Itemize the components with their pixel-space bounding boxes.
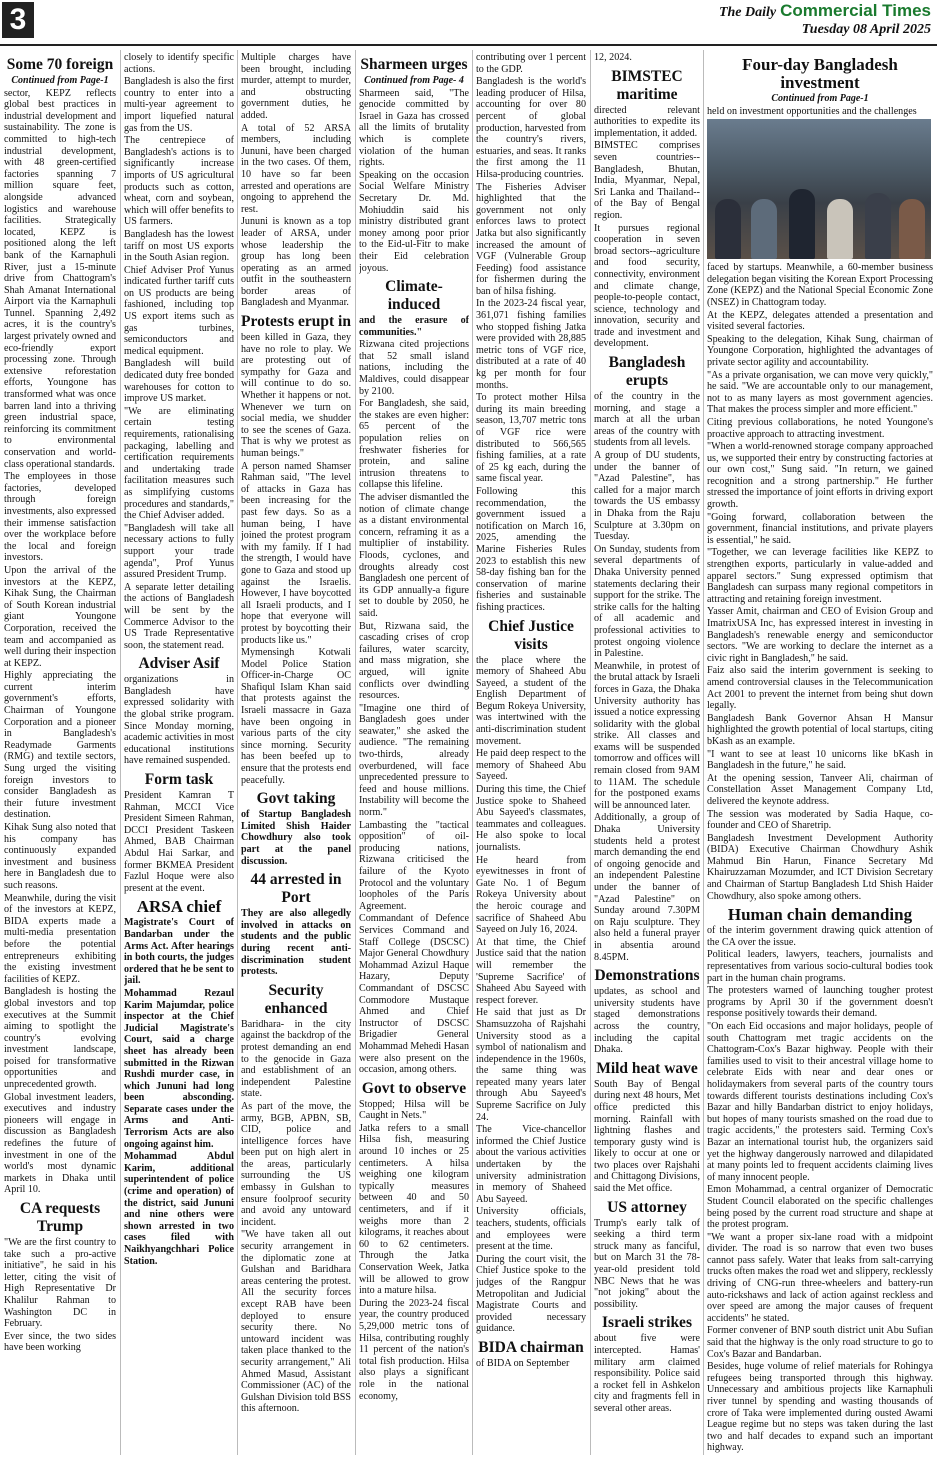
headline-sharmeen-urges: Sharmeen urges <box>360 56 468 73</box>
article-paragraph: Global investment leaders, executives and industry pioneers will engage in discussion as Bangladesh redefines the future of investment in one of the world's most dynamic markets in Dhaka until April 10. <box>4 1091 116 1196</box>
article-paragraph: He heard from eyewitnesses in front of Gate No. 1 of Begum Rokeya University about the heroic courage and sacrifice of Shaheed Abu Sayeed on July 16, 2024. <box>476 854 586 936</box>
article-paragraph: closely to identify specific actions. <box>124 52 234 75</box>
person-figure <box>865 193 891 259</box>
article-paragraph: The session was moderated by Sadia Haque, co-founder and CEO of Sharetrip. <box>707 808 933 832</box>
column-4 <box>359 52 469 1454</box>
article-paragraph: held on investment opportunities and the challenges <box>707 105 917 117</box>
article-paragraph: about five were intercepted. Hamas' military arm claimed responsibility. Police said a rocket fell in Ashkelon city and fragments fell in several other areas. <box>594 1333 700 1414</box>
column-6 <box>594 52 700 1454</box>
article-paragraph: "Together, we can leverage facilities like KEPZ to strengthen exports, particularly in value-added and apparel sectors." Sung expressed optimism that Bangladesh can surpass many regional competitors in attracting and retaining foreign investment. <box>707 547 933 605</box>
article-paragraph: It pursues regional cooperation in seven broad sectors--agriculture and food security, connectivity, environment and climate change, people-to-people contact, science, technology and innovation, security and trade and investment and development. <box>594 222 700 350</box>
article-paragraph: At the KEPZ, delegates attended a presentation and visited several factories. <box>707 309 933 333</box>
article-paragraph: At the opening session, Tanveer Ali, chairman of Constellation Asset Management Company Ltd, delivered the keynote address. <box>707 772 933 807</box>
person-figure <box>789 189 815 259</box>
article-paragraph: President Kamran T Rahman, MCCI Vice President Simeen Rahman, DCCI President Taskeen Ahmed, BAB Chairman Abdul Hai Sarkar, and former BKMEA President Fazlul Hoque were also present at the event. <box>124 790 234 894</box>
article-paragraph: Bangladesh is also the first country to enter into a multi-year agreement to import liquefied natural gas from the US. <box>124 76 234 134</box>
article-paragraph: of the interim government drawing quick attention of the CA over the issue. <box>707 925 933 948</box>
article-paragraph: of BIDA on September <box>476 1357 570 1369</box>
column-3 <box>241 52 351 1454</box>
article-paragraph: Bangladesh is the world's leading producer of Hilsa, accounting for over 80 percent of global production, harvested from the country's rivers, estuaries, and seas. It ranks the first among the 11 Hilsa-producing countries. <box>476 76 586 180</box>
article-paragraph: faced by startups. Meanwhile, a 60-member business delegation began visiting the Korean Export Processing Zone (KEPZ) and the National Special Economic Zone (NSEZ) in Chattogram today. <box>707 262 933 308</box>
headline-arsa-chief: ARSA chief <box>136 897 222 917</box>
column-rule <box>472 50 473 1455</box>
article-paragraph: Multiple charges have been brought, including murder, attempt to murder, and obstructing government duties, he added. <box>241 52 351 121</box>
article-paragraph: Speaking on the occasion Social Welfare Ministry Secretary Dr. Md. Mohiuddin said his ministry distributed grant money among poor prior to the Eid-ul-Fitr to make their Eid celebration joyous. <box>359 169 469 274</box>
article-paragraph: A person named Shamser Rahman said, "The level of attacks in Gaza has been increasing for the past few days. So as a human being, I have joined the protest program with my family. If I had the strength, I would have gone to Gaza and stood up against the Israelis. However, I have boycotted all Israeli products, and I hope that everyone will protest by boycotting their products like us." <box>241 460 351 646</box>
article-paragraph: Besides, huge volume of relief materials for Rohingya refugees being transported through this highway. Unnecessary and ambitious projects like Karnaphuli river tunnel by spending and wasting thousands of crore of Taka were implemented during ousted Awami League regime but no steps was taken during the last two and half decades to expand such an important highway. <box>707 1361 933 1454</box>
article-paragraph: Meanwhile, during the visit of the investors at KEPZ, BIDA experts made a multi-media presentation before the potential entrepreneurs exhibiting the existing investment facilities of KEPZ. <box>4 892 116 985</box>
article-paragraph: directed relevant authorities to expedite its implementation, it added. <box>594 104 700 139</box>
article-paragraph: Bangladesh Bank Governor Ahsan H Mansur highlighted the growth potential of local startups, citing bKash as an example. <box>707 712 933 747</box>
article-paragraph: University officials, teachers, students, officials and employees were present at the time. <box>476 1206 586 1253</box>
headline-ca-requests-trump: CA requests Trump <box>19 1200 101 1235</box>
article-paragraph: The adviser dismantled the notion of climate change as a distant environmental concern, reframing it as a multiplier of instability. Floods, cyclones, and droughts already cost Bangladesh one percent of its GDP annually-a figure set to double by 2050, he said. <box>359 492 469 619</box>
article-paragraph: the place where the memory of Shaheed Abu Sayeed, a student of the English Department of Begum Rokeya University, was intertwined with the anti-discrimination student movement. <box>476 654 586 747</box>
article-paragraph: Yasser Amit, chairman and CEO of Evision Group and ImatrixUSA Inc, has expressed interest in investing in Bangladesh's renewable energy and semiconductor sectors. "We are working to declare the internet as a civic right in Bangladesh," he said. <box>707 606 933 664</box>
article-paragraph: The Vice-chancellor informed the Chief Justice about the various activities undertaken by the university administration in memory of Shaheed Abu Sayeed. <box>476 1124 586 1205</box>
article-paragraph: Commandant of Defence Services Command and Staff College (DSCSC) Major General Chowdhury Mohammad Azizul Haque Hazary, Deputy Commandant of DSCSC Commodore Mustaque Ahmed and Chief Instructor of DSCSC Brigadier General Mohammad Mehedi Hasan were also present on the occasion, among others. <box>359 913 469 1076</box>
article-paragraph: "I want to see at least 10 unicorns like bKash in Bangladesh in the future," he said. <box>707 748 933 772</box>
masthead <box>0 0 937 46</box>
article-paragraph: "Bangladesh will take all necessary actions to fully support your trade agenda", Prof Yunus assured President Trump. <box>124 522 234 581</box>
headline-climate-induced: Climate-induced <box>385 278 443 314</box>
article-paragraph: 12, 2024. <box>594 52 632 63</box>
article-paragraph: Former convener of BNP south district unit Abu Sufian said that the highway is the only road structure to go to Cox's Bazar and Bandarban. <box>707 1325 933 1360</box>
article-paragraph: A separate letter detailing the actions of Bangladesh will be sent by the Commerce Advisor to the US Trade Representative soon, the statement read. <box>124 581 234 651</box>
article-paragraph: Jununi is known as a top leader of ARSA, under whose leadership the group has long been operating as an armed outfit in the southeastern border areas of Bangladesh and Myanmar. <box>241 216 351 309</box>
column-rule <box>703 50 704 1455</box>
page-number: 3 <box>2 2 34 38</box>
headline-some-70-foreign: Some 70 foreign <box>6 56 114 73</box>
article-paragraph: Bangladesh has the lowest tariff on most US exports in the South Asian region. <box>124 228 234 264</box>
conference-photo <box>707 119 931 259</box>
article-paragraph: "As a private organisation, we can move very quickly," he said. "We are accountable only to our management, not to as many layers as most government agencies. That makes the process simpler and more efficient." <box>707 369 933 416</box>
newspaper-brand <box>719 1 931 38</box>
article-paragraph: "When a world-renowned storage company approached us, we supported their entry by constructing factories at our own cost," Sung said. "In return, we gained recognition and a strong partnership." He further stressed the importance of joint efforts in driving export growth. <box>707 441 933 511</box>
headline-demonstrations: Demonstrations <box>594 967 700 985</box>
column-rule <box>120 50 121 1455</box>
article-paragraph: Following this recommendation, the government issued a notification on March 16, 2025, amending the Marine Fisheries Rules 2023 to establish this new 58-day fishing ban for the conservation of marine fisheries and sustainable fishing practices. <box>476 485 586 613</box>
column-5 <box>476 52 586 1454</box>
headline-bida-chairman: BIDA chairman <box>478 1338 584 1356</box>
article-paragraph: been killed in Gaza, they have no role to play. We are protesting out of sympathy for Gaza and will continue to do so. Whether it happens or not. Whenever we turn on social media, we shudder to see the scenes of Gaza. That is why we protest as human beings." <box>241 332 351 459</box>
article-paragraph: Jatka refers to a small Hilsa fish, measuring around 10 inches or 25 centimeters. A hilsa weighing one kilogram typically measures between 40 and 50 centimeters, and if it weighs more than 2 kilograms, it reaches about 60 to 62 centimeters. Through the Jatka Conservation Week, Jatka will be allowed to grow into a mature hilsa. <box>359 1122 469 1297</box>
article-paragraph: A group of DU students, under the banner of "Azad Palestine", has called for a major march towards the US embassy in Dhaka from the Raju Sculpture at 3.30pm on Tuesday. <box>594 450 700 543</box>
article-paragraph: organizations in Bangladesh have expressed solidarity with the global strike program. Since Monday morning, academic activities in most educational institutions have remained suspended. <box>124 674 234 767</box>
article-paragraph: For Bangladesh, she said, the stakes are even higher: 65 percent of the population relies on freshwater fisheries for protein, and saline intrusion threatens to collapse this lifeline. <box>359 398 469 491</box>
article-paragraph: Additionally, a group of Dhaka University students held a protest march demanding the end of ongoing genocide and an independent Palestine under the banner of "Azad Palestine" on Sunday around 7.30PM on Raju sculpture. They also held a funeral prayer in absentia around 8.45PM. <box>594 812 700 963</box>
article-paragraph: Kihak Sung also noted that his company has continuously expanded investment and business here in Bangladesh due to such reasons. <box>4 822 116 891</box>
article-paragraph: Baridhara- in the city against the backdrop of the protest demanding an end to the genocide in Gaza and establishment of an independent Palestine state. <box>241 1018 351 1100</box>
article-paragraph: During the court visit, the Chief Justice spoke to the judges of the Rangpur Metropolitan and Judicial Magistrate Courts and provided necessary guidance. <box>476 1253 586 1335</box>
headline-mild-heat-wave: Mild heat wave <box>596 1059 698 1077</box>
article-paragraph: "We are eliminating certain testing requirements, rationalising packaging, labelling and certification requirements and undertaking trade facilitation measures such as simplifying customs procedures and standards," the Chief Adviser added. <box>124 405 234 522</box>
issue-date: Tuesday 08 April 2025 <box>801 22 931 37</box>
article-paragraph: Mymensingh Kotwali Model Police Station Officer-in-Charge OC Shafiqul Islam Khan said that protests against the Israeli massacre in Gaza have been ongoing in various parts of the city since morning. Security has been beefed up to ensure that the protests end peacefully. <box>241 647 351 786</box>
person-figure <box>715 199 741 259</box>
person-figure <box>751 199 777 259</box>
headline-human-chain: Human chain demanding <box>727 905 913 925</box>
article-paragraph: Political leaders, lawyers, teachers, journalists and representatives from various socio-cultural bodies took part in the human chain programs. <box>707 949 933 984</box>
article-paragraph: "On each Eid occasions and major holidays, people of south Chattogram met tragic accidents on the Chattogram-Cox's Bazar highway. People with their families used to visit to their ancestral village home to celebrate Eids with near and dear ones or holidaymakers from several parts of the country tours towards different tourists destinations including Cox's Bazar and hilly Bandarban district to enjoy holidays, but hopes of many tourists smashed on the road due to tragic accidents," the protesters said. Terming Cox's Bazar an international tourist hub, the organizers said yet the highway dangerously narrowed and dilapidated at many points led to frequent accidents claiming lives of many innocent people. <box>707 1021 933 1183</box>
article-paragraph: of the country in the morning, and stage a march at all the urban areas of the country with students from all levels. <box>594 391 700 449</box>
article-paragraph: Mohammad Rezaul Karim Majumdar, police inspector at the Chief Judicial Magistrate's Court, said a charge sheet has already been submitted in the Rizwan Rushdi murder case, in which Jununi had long been absconding. Separate cases under the Arms and Anti-Terrorism Acts are also ongoing against him. <box>124 987 234 1150</box>
article-paragraph: To protect mother Hilsa during its main breeding season, 13,707 metric tons of VGF rice were distributed to 566,565 fishing families, at a rate of 25 kg each, during the same fiscal year. <box>476 392 586 485</box>
article-paragraph: contributing over 1 percent to the GDP. <box>476 52 586 75</box>
headline-govt-taking: Govt taking <box>256 790 336 808</box>
column-rule <box>355 50 356 1455</box>
column-7 <box>707 52 933 1454</box>
article-paragraph: Citing previous collaborations, he noted Youngone's proactive approach to attracting investment. <box>707 416 933 440</box>
article-paragraph: Bangladesh will build dedicated duty free bonded warehouses for cotton to improve US market. <box>124 358 234 405</box>
headline-israeli-strikes: Israeli strikes <box>602 1314 692 1332</box>
article-paragraph: During the 2023-24 fiscal year, the country produced 5,29,000 metric tons of Hilsa, contributing roughly 11 percent of the nation's total fish production. Hilsa also plays a significant role in the national economy, <box>359 1297 469 1402</box>
article-paragraph: Faiz also said the interim government is seeking to amend controversial clauses in the Telecommunication Act 2001 to prevent the internet from being shut down legally. <box>707 665 933 712</box>
article-paragraph: Ever since, the two sides have been working <box>4 1330 116 1354</box>
article-paragraph: "Imagine one third of Bangladesh goes under seawater," she asked the audience. "The remaining two-thirds, already overburdened, will face unprecedented pressure to feed and house millions. Instability will become the norm." <box>359 702 469 819</box>
article-paragraph: Bangladesh is hosting the global investors and top executives at the Summit aiming to spotlight the country's evolving investment landscape, poised for transformative opportunities and unprecedented growth. <box>4 986 116 1091</box>
article-paragraph: The employees in those factories, developed through foreign investments, also expressed their immense satisfaction over the workplace before the local and foreign investors. <box>4 471 116 564</box>
headline-four-day-investment: Four-day Bangladesh investment <box>742 55 898 92</box>
article-paragraph: "We want a proper six-lane road with a midpoint divider. The road is so narrow that even two buses cannot pass safely. Water that leaks from salt-carrying trucks often makes the road wet and slippery, recklessly driving of CNG-run three-wheelers and battery-run auto-rickshaws and lack of action against reckless and over speed are among the major causes of frequent accidents" he stated. <box>707 1231 933 1324</box>
article-paragraph: "We are the first country to take such a pro-active initiative", he said in his letter, citing the visit of High Representative Dr Khalilur Rahman to Washington DC in February. <box>4 1237 116 1330</box>
article-paragraph: Meanwhile, in protest of the brutal attack by Israeli forces in Gaza, the Dhaka University authority has issued a notice expressing solidarity with the global strike. All classes and exams will be suspended tomorrow and offices will remain closed from 9AM to 11AM. The schedule for the postponed exams will be announced later. <box>594 660 700 811</box>
article-paragraph: Mohammad Abdul Karim, additional superintendent of police (crime and operation) of the district, said Jununi and nine others were shown arrested in two cases filed with Naikhyangchhari Police Station. <box>124 1151 234 1267</box>
headline-security-enhanced: Security enhanced <box>264 981 328 1017</box>
article-paragraph: Rizwana cited projections that 52 small island nations, including the Maldives, could disappear by 2100. <box>359 339 469 397</box>
article-paragraph: At that time, the Chief Justice said that the nation will remember the 'Supreme Sacrifice' of Shaheed Abu Sayeed with respect forever. <box>476 936 586 1006</box>
article-paragraph: The protesters warned of launching tougher protest programs by April 30 if the government doesn't response positively towards their demand. <box>707 985 933 1020</box>
article-paragraph: sector, KEPZ reflects global best practices in industrial development and sustainability. The zone is committed to high-tech industrial development, with 48 green-certified factories spanning 7 million square feet, alongside advanced logistics and warehouse facilities. Strategically located, KEPZ is positioned along the left bank of the Karnaphuli River, just a 15-minute drive from Chattogram's Shah Amanat International Airport via the Karnaphuli Tunnel. Spanning 2,492 acres, it is the country's largest privately owned and eco-friendly export processing zone. Through extensive reforestation efforts, Youngone has transformed what was once barren land into a thriving green industrial space, reinforcing its commitment to environmental conservation and world-class operational standards. <box>4 87 116 470</box>
brand-name: Commercial Times <box>780 1 931 20</box>
headline-bangladesh-erupts: Bangladesh erupts <box>608 354 686 390</box>
article-paragraph: During this time, the Chief Justice spoke to Shaheed Abu Sayeed's classmates, teammates and colleagues. He also spoke to local journalists. <box>476 784 586 853</box>
headline-44-arrested: 44 arrested in Port <box>250 871 342 907</box>
headline-adviser-asif: Adviser Asif <box>138 655 220 673</box>
article-paragraph: Chief Adviser Prof Yunus indicated further tariff cuts on US products are being fashioned, including top US export items such as gas turbines, semiconductors and medical equipment. <box>124 264 234 357</box>
article-paragraph: But, Rizwana said, the cascading crises of crop failures, water scarcity, and mass migration, she argued, will ignite conflicts over dwindling resources. <box>359 620 469 702</box>
article-paragraph: Stopped; Hilsa will be Caught in Nets." <box>359 1098 469 1122</box>
continued-label: Continued from Page-1 <box>11 75 109 86</box>
headline-bimstec-maritime: BIMSTEC maritime <box>611 67 683 103</box>
article-paragraph: Speaking to the delegation, Kihak Sung, chairman of Youngone Corporation, highlighted the advantages of private sector agility and accountability. <box>707 333 933 368</box>
article-paragraph: of Startup Bangladesh Limited Shish Haider Chowdhury also took part at the panel discussion. <box>241 809 351 867</box>
article-paragraph: Highly appreciating the current interim government's efforts, Chairman of Youngone Corporation and a pioneer in Bangladesh's Readymade Garments (RMG) and textile sectors, Sung urged the visiting foreign investors to consider Bangladesh as their future investment destination. <box>4 670 116 821</box>
headline-govt-to-observe: Govt to observe <box>361 1079 467 1097</box>
article-paragraph: A total of 52 ARSA members, including Jununi, have been charged in the two cases. Of them, 10 have so far been arrested and operations are ongoing to apprehend the rest. <box>241 122 351 215</box>
column-rule <box>590 50 591 1455</box>
person-figure <box>827 199 853 259</box>
column-1 <box>4 52 116 1454</box>
headline-protests-erupt: Protests erupt in <box>241 313 351 331</box>
article-paragraph: updates, as school and university students have staged demonstrations across the country, including the capital Dhaka. <box>594 986 700 1056</box>
article-paragraph: He said that just as Dr Shamsuzzoha of Rajshahi University stood as a symbol of nationalism and independence in the 1960s, the same thing was repeated many years later through Abu Sayeed's Supreme Sacrifice on July 24. <box>476 1007 586 1123</box>
continued-label: Continued from Page- 4 <box>364 75 464 86</box>
headline-form-task: Form task <box>144 771 214 789</box>
headline-us-attorney: US attorney <box>607 1198 687 1216</box>
article-paragraph: and the erasure of communities." <box>359 315 469 338</box>
article-paragraph: Trump's early talk of seeking a third term struck many as fanciful, but on March 31 the 78-year-old president told NBC News that he was "not joking" about the possibility. <box>594 1217 700 1310</box>
continued-label: Continued from Page-1 <box>771 93 869 104</box>
article-paragraph: In the 2023-24 fiscal year, 361,071 fishing families who stopped fishing Jatka were provided with 28,885 metric tons of VGF rice, distributed at a rate of 40 kg per month for four months. <box>476 298 586 391</box>
article-paragraph: The Fisheries Adviser highlighted that the government not only enforces laws to protect Jatka but also significantly increased the amount of VGF (Vulnerable Group Feeding) food assistance for fishermen during the ban of hilsa fishing. <box>476 181 586 297</box>
headline-chief-justice-visits: Chief Justice visits <box>488 617 574 653</box>
article-paragraph: Emon Mohammad, a central organizer of Democratic Student Council elaborated on the specific challenges being posed by the current road structure and shape at the protest program. <box>707 1184 933 1231</box>
article-paragraph: The centrepiece of Bangladesh's actions is to significantly increase imports of US agricultural products such as cotton, wheat, corn and soybean, which will offer benefits to US farmers. <box>124 135 234 228</box>
brand-prefix: The Daily <box>718 5 777 20</box>
column-rule <box>237 50 238 1455</box>
article-paragraph: Bangladesh Investment Development Authority (BIDA) Executive Chairman Chowdhury Ashik Mahmud Bin Harun, Finance Secretary Md Khairuzzaman Mozumder, and ICT Division Secretary and Chairman of Startup Bangladesh Ltd Shish Haider Chowdhury, also spoke among others. <box>707 832 933 902</box>
article-paragraph: Magistrate's Court of Bandarban under the Arms Act. After hearings in both courts, the judges ordered that he be sent to jail. <box>124 917 234 987</box>
article-paragraph: "We have taken all out security arrangement in the diplomatic zone at Gulshan and Baridhara areas centering the protest. All the security forces except RAB have been deployed to ensure security there. No untoward incident was taken place thanked to the security arrangement," Ali Ahmed Masud, Assistant Commissioner (AC) of the Gulshan Division told BSS this afternoon. <box>241 1229 351 1415</box>
article-paragraph: Sharmeen said, "The genocide committed by Israel in Gaza has crossed all the limits of brutality which is complete violation of the human rights. <box>359 87 469 169</box>
article-paragraph: South Bay of Bengal during next 48 hours, Met office predicted this morning. Rainfall with lightning flashes and temporary gusty wind is likely to occur at one or two places over Rajshahi and Chittagong Divisions, said the Met office. <box>594 1078 700 1195</box>
article-paragraph: As part of the move, the army, BGB, APBN, SB, CID, police and intelligence forces have been put on high alert in the areas, particularly surrounding the US embassy in Gulshan to ensure foolproof security and avoid any untoward incident. <box>241 1100 351 1228</box>
article-paragraph: Upon the arrival of the investors at the KEPZ, Kihak Sung, the Chairman of South Korean industrial giant Youngone Corporation, received the team and accompanied as well during their inspection at KEPZ. <box>4 564 116 669</box>
article-paragraph: "Going forward, collaboration between the government, financial institutions, and private players is essential," he said. <box>707 511 933 546</box>
article-paragraph: They are also allegedly involved in attacks on students and the public during recent anti-discrimination student protests. <box>241 908 351 978</box>
column-2 <box>124 52 234 1454</box>
article-paragraph: BIMSTEC comprises seven countries--Bangladesh, Bhutan, India, Myanmar, Nepal, Sri Lanka and Thailand--of the Bay of Bengal region. <box>594 140 700 221</box>
article-paragraph: He paid deep respect to the memory of Shaheed Abu Sayeed. <box>476 748 586 783</box>
article-paragraph: Lambasting the "tactical opposition" of oil-producing nations, Rizwana criticised the failure of the Kyoto Protocol and the voluntary loopholes of the Paris Agreement. <box>359 819 469 912</box>
person-figure <box>899 199 925 259</box>
article-paragraph: On Sunday, students from several departments of Dhaka University penned statements declaring their support for the strike. The strike calls for the halting of all academic and professional activities to protest ongoing violence in Palestine. <box>594 543 700 660</box>
